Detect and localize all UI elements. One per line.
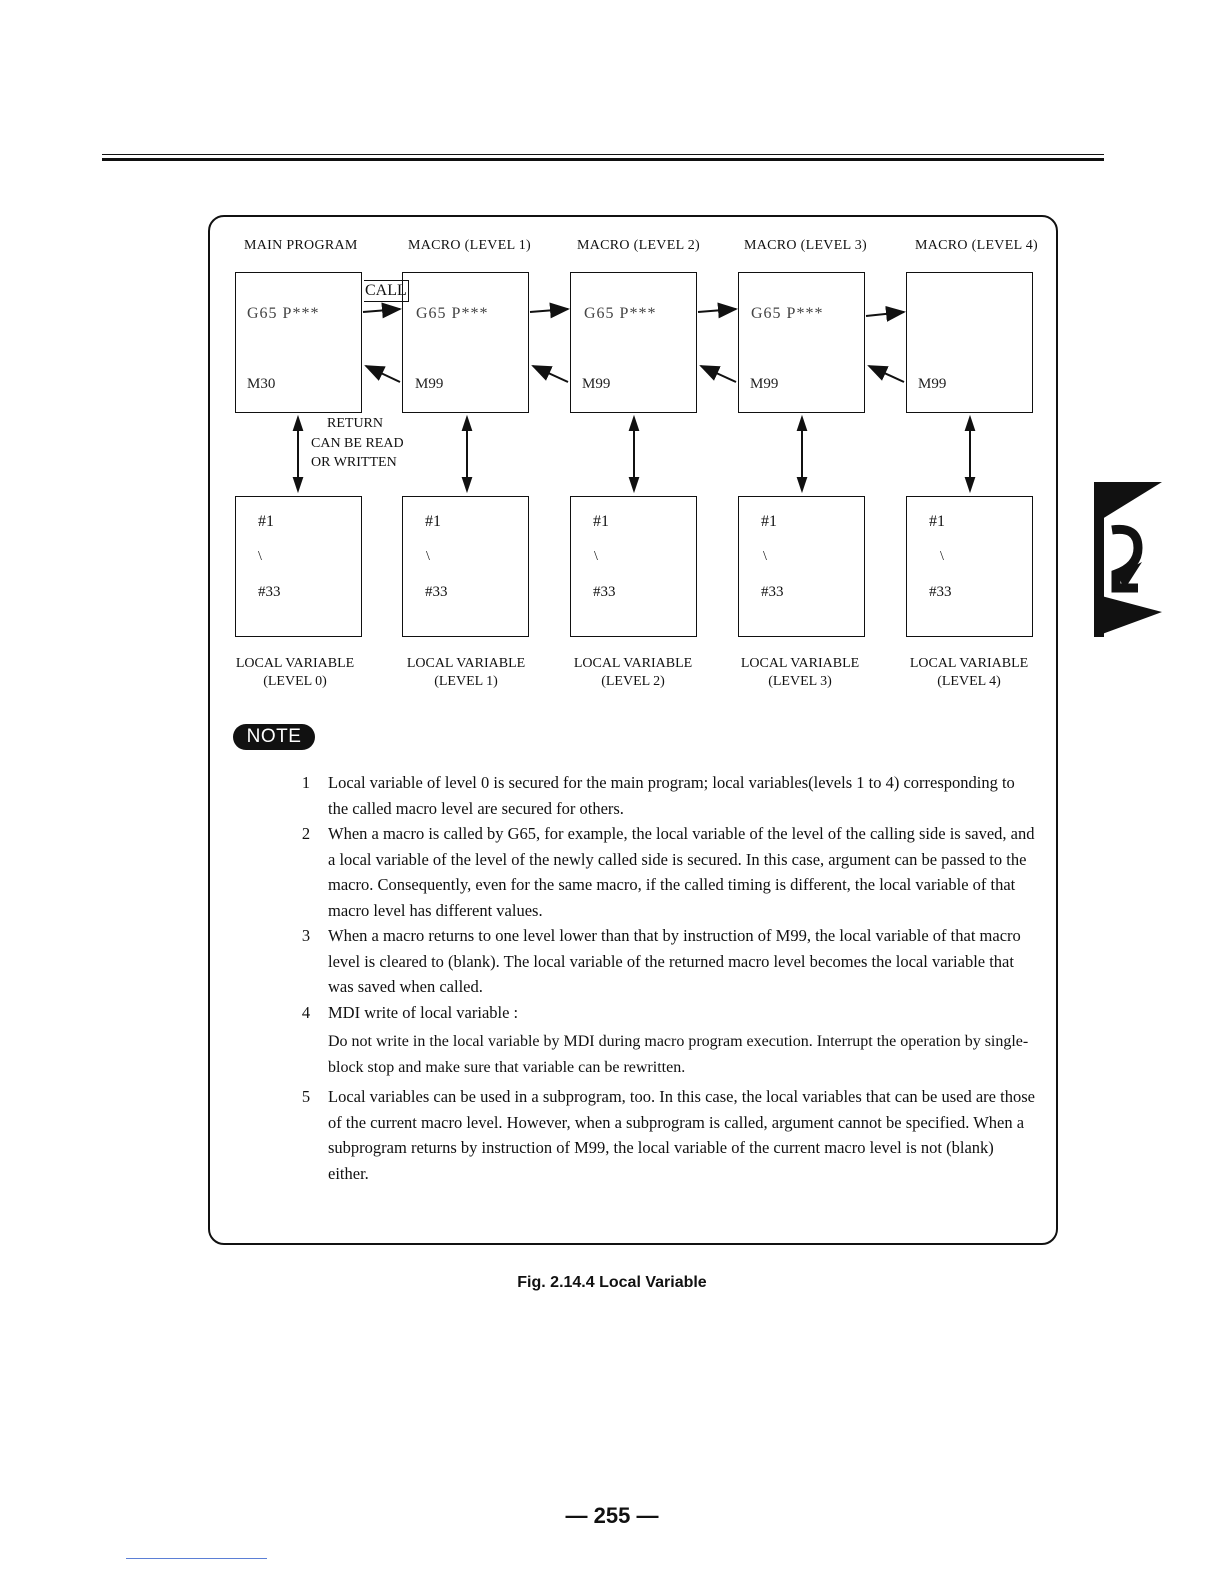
end-code-level-4: M99 xyxy=(918,376,947,392)
local-variable-level: (LEVEL 1) xyxy=(434,674,498,689)
local-variable-label-level-4 xyxy=(894,655,1044,691)
note-number: 2 xyxy=(301,824,311,843)
local-variable-label-level-3 xyxy=(725,655,875,691)
column-title-macro-level-4: MACRO (LEVEL 4) xyxy=(915,238,1038,253)
local-variable-title: LOCAL VARIABLE xyxy=(406,656,526,671)
variable-range-mark-level-1: \ xyxy=(426,549,430,564)
variable-last-level-1: #33 xyxy=(425,584,448,600)
note-item xyxy=(296,770,1036,821)
note-item xyxy=(296,923,1036,1000)
note-badge: NOTE xyxy=(233,724,315,750)
local-variable-title: LOCAL VARIABLE xyxy=(740,656,860,671)
local-variable-level: (LEVEL 2) xyxy=(601,674,665,689)
column-title-macro-level-3: MACRO (LEVEL 3) xyxy=(744,238,867,253)
read-write-label-line1: CAN BE READ xyxy=(311,436,404,451)
variable-first-level-0: #1 xyxy=(258,513,274,530)
variable-box-level-4 xyxy=(906,496,1033,637)
call-label: CALL xyxy=(364,280,409,302)
note-subtext: Do not write in the local variable by MDI during macro program execution. Interrupt the operation by single-block stop and make sure that variable can be rewritten. xyxy=(328,1033,1029,1076)
variable-range-mark-level-2: \ xyxy=(594,549,598,564)
call-code-level-1: G65 P*** xyxy=(416,305,489,322)
note-text: When a macro returns to one level lower than that by instruction of M99, the local variable of that macro level is cleared to (blank). The local variable of the returned macro level becomes the local variable that was saved when called. xyxy=(328,926,1021,996)
local-variable-title: LOCAL VARIABLE xyxy=(909,656,1029,671)
end-code-level-2: M99 xyxy=(582,376,611,392)
end-code-level-1: M99 xyxy=(415,376,444,392)
local-variable-level: (LEVEL 0) xyxy=(263,674,327,689)
local-variable-label-level-0 xyxy=(220,655,370,691)
notes-list xyxy=(296,770,1036,1186)
note-text: When a macro is called by G65, for example, the local variable of the level of the calling side is saved, and a local variable of the level of the newly called side is secured. In this case, argument can be passed to the macro. Consequently, even for the same macro, if the called timing is different, the local variable of that macro level has different values. xyxy=(328,824,1035,920)
call-code-level-3: G65 P*** xyxy=(751,305,824,322)
variable-last-level-3: #33 xyxy=(761,584,784,600)
return-label: RETURN xyxy=(327,416,383,431)
note-number: 5 xyxy=(301,1087,311,1106)
read-write-label-line2: OR WRITTEN xyxy=(311,455,397,470)
end-code-level-3: M99 xyxy=(750,376,779,392)
variable-last-level-4: #33 xyxy=(929,584,952,600)
variable-first-level-2: #1 xyxy=(593,513,609,530)
note-number: 1 xyxy=(301,773,311,792)
column-title-macro-level-2: MACRO (LEVEL 2) xyxy=(577,238,700,253)
note-item xyxy=(296,1084,1036,1186)
variable-box-level-1 xyxy=(402,496,529,637)
variable-box-level-2 xyxy=(570,496,697,637)
note-number: 4 xyxy=(301,1002,311,1022)
local-variable-label-level-2 xyxy=(558,655,708,691)
local-variable-level: (LEVEL 4) xyxy=(937,674,1001,689)
variable-box-level-3 xyxy=(738,496,865,637)
figure-caption: Fig. 2.14.4 Local Variable xyxy=(517,1274,707,1291)
variable-last-level-0: #33 xyxy=(258,584,281,600)
local-variable-title: LOCAL VARIABLE xyxy=(235,656,355,671)
variable-last-level-2: #33 xyxy=(593,584,616,600)
column-title-macro-level-1: MACRO (LEVEL 1) xyxy=(408,238,531,253)
variable-first-level-1: #1 xyxy=(425,513,441,530)
note-text: Local variables can be used in a subprogram, too. In this case, the local variables that can be used are those of the current macro level. However, when a subprogram is called, argument cannot be specified. When a subprogram returns by instruction of M99, the local variable of the current macro level is not (blank) either. xyxy=(328,1087,1035,1183)
note-number: 3 xyxy=(301,926,311,945)
local-variable-level: (LEVEL 3) xyxy=(768,674,832,689)
column-title-main-program: MAIN PROGRAM xyxy=(244,238,358,253)
variable-first-level-3: #1 xyxy=(761,513,777,530)
end-code-main: M30 xyxy=(247,376,276,392)
note-item xyxy=(296,1000,1036,1081)
call-code-main: G65 P*** xyxy=(247,305,320,322)
note-text: MDI write of local variable : xyxy=(328,1002,519,1022)
local-variable-label-level-1 xyxy=(391,655,541,691)
note-text: Local variable of level 0 is secured for the main program; local variables(levels 1 to 4) corresponding to the called macro level are secured for others. xyxy=(328,773,1015,818)
variable-range-mark-level-0: \ xyxy=(258,549,262,564)
local-variable-title: LOCAL VARIABLE xyxy=(573,656,693,671)
variable-first-level-4: #1 xyxy=(929,513,945,530)
variable-box-level-0 xyxy=(235,496,362,637)
call-code-level-2: G65 P*** xyxy=(584,305,657,322)
variable-range-mark-level-3: \ xyxy=(763,549,767,564)
footer-link-underline xyxy=(126,1558,267,1559)
note-item xyxy=(296,821,1036,923)
page-number: — 255 — xyxy=(565,1503,659,1528)
variable-range-mark-level-4: \ xyxy=(940,549,944,564)
